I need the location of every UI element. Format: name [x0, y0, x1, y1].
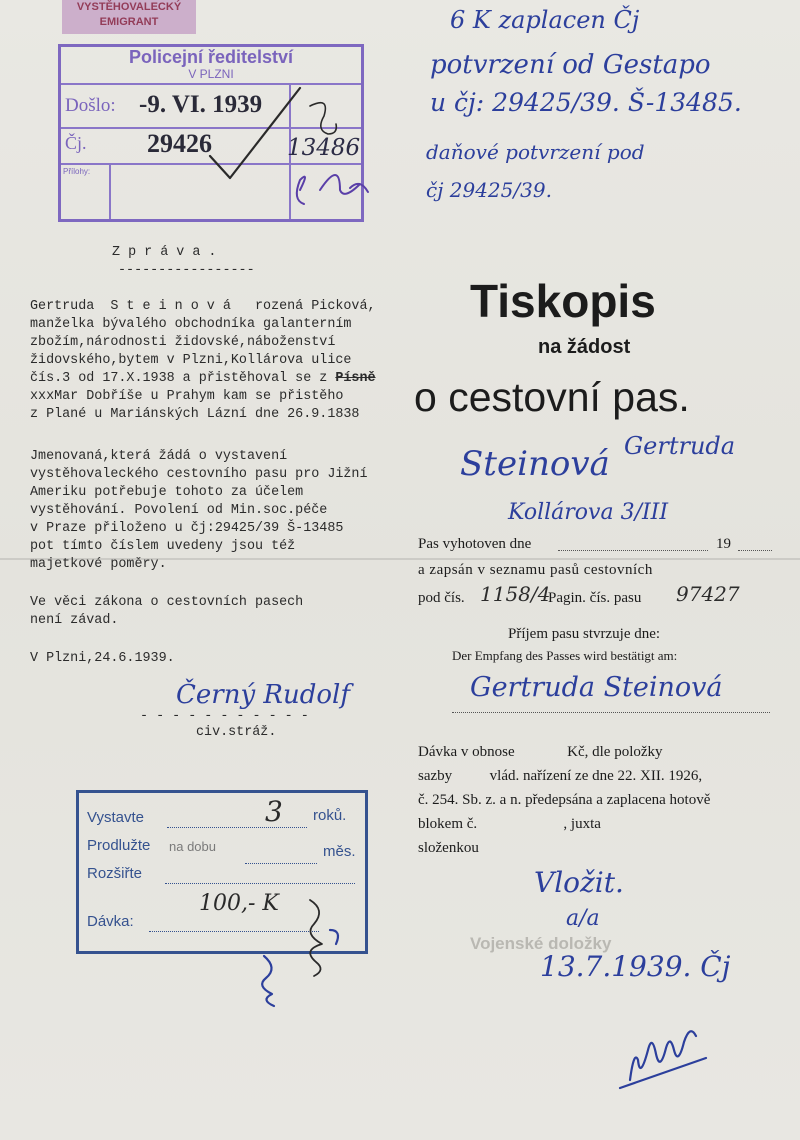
report-line: pot tímto číslem uvedeny jsou též [30, 539, 296, 554]
form-title: Tiskopis [470, 275, 656, 327]
signature-title: civ.stráž. [196, 725, 277, 740]
fee-line: sazby vlád. nařízení ze dne 22. XII. 1926, [418, 768, 703, 784]
police-stamp-city: V PLZNI [188, 67, 234, 81]
pod-cis-label: pod čís. [418, 590, 465, 606]
struck-word: Písně [335, 371, 376, 386]
stamp-issue-field [167, 827, 307, 828]
issued-year-field [738, 550, 772, 551]
note-line-5: čj 29425/39. [426, 178, 552, 202]
report-line: vystěhovaleckého cestovního pasu pro Jižní [30, 467, 368, 482]
registry-line: a zapsán v seznamu pasů cestovních [418, 562, 653, 578]
report-line: majetkové poměry. [30, 557, 167, 572]
handwritten-ar: a/a [566, 906, 600, 931]
stamp-fee-label: Dávka: [87, 913, 134, 930]
emigrant-stamp-line2: EMIGRANT [99, 16, 159, 28]
pagin-label: Pagin. čís. pasu [548, 590, 642, 606]
report-line: z Plané u Mariánských Lázní dne 26.9.1838 [30, 407, 360, 422]
stamp-fee-value: 100,- K [199, 891, 279, 916]
report-line: není závad. [30, 613, 119, 628]
report-line: xxxMar Dobříše u Prahym kam se přistěho [30, 389, 344, 404]
report-line: Ve věci zákona o cestovních pasech [30, 595, 304, 610]
fee-line: složenkou [418, 840, 479, 856]
receipt-label-cz: Příjem pasu stvrzuje dne: [508, 626, 661, 642]
emigrant-stamp-line1: VYSTĚHOVALECKÝ [76, 1, 182, 13]
received-date: -9. VI. 1939 [139, 91, 263, 118]
fee-line: č. 254. Sb. z. a n. předepsána a zaplacena hotově [418, 792, 711, 808]
handwritten-date: 13.7.1939. Čj [540, 950, 731, 983]
report-paragraph-1 [30, 298, 376, 424]
stamp-extend-field [245, 863, 317, 864]
receipt-signature-line [452, 712, 770, 713]
stamp-extend-label: Prodlužte [87, 837, 151, 854]
note-line-2: potvrzení od Gestapo [430, 50, 711, 80]
receipt-label-de: Der Empfang des Passes wird bestätigt am: [452, 648, 678, 663]
form-title-2: o cestovní pas. [414, 374, 690, 420]
report-line: Jmenovaná,která žádá o vystavení [30, 449, 288, 464]
stamp-issue-label: Vystavte [87, 809, 144, 826]
stamp-expand-label: Rozšiřte [87, 865, 143, 882]
fee-line: Dávka v obnose Kč, dle položky [418, 744, 663, 760]
pod-cis-value: 1158/4 [480, 582, 551, 606]
police-stamp-handwritten-ref: 13486 [287, 135, 361, 161]
fee-section [418, 740, 710, 860]
note-line-4: daňové potvrzení pod [426, 140, 645, 164]
fee-line: blokem č. , juxta [418, 816, 601, 832]
report-line: vystěhování. Povolení od Min.soc.péče [30, 503, 328, 518]
report-line: čís.3 od 17.X.1938 a přistěhoval se z Písně [30, 371, 376, 386]
report-place-date: V Plzni,24.6.1939. [30, 651, 175, 666]
receipt-signature: Gertruda Steinová [470, 672, 723, 703]
applicant-given-name: Gertruda [624, 432, 736, 460]
stamp-issue-unit: roků. [313, 807, 347, 824]
report-paragraph-2 [30, 448, 368, 574]
police-stamp-header: Policejní ředitelství [128, 47, 294, 67]
report-line: v Praze přiloženo u čj:29425/39 Š-13485 [30, 521, 344, 536]
ref-label: Čj. [65, 133, 87, 153]
issued-date-field [558, 550, 708, 551]
report-line: židovského,bytem v Plzni,Kollárova ulice [30, 353, 352, 368]
received-label: Došlo: [65, 95, 116, 116]
report-signature: Černý Rudolf [176, 680, 350, 710]
stamp-scribble [230, 880, 360, 1010]
ref-number: 29426 [147, 129, 212, 158]
attachments-label: Přílohy: [63, 167, 91, 176]
signature-dashes: - - - - - - - - - - - [140, 709, 309, 724]
applicant-surname: Steinová [460, 444, 610, 484]
faint-background-heading: Vojenské doložky [470, 934, 612, 953]
form-subtitle: na žádost [538, 336, 631, 358]
handwritten-vlozit: Vložit. [534, 866, 624, 899]
bottom-right-signature [610, 1010, 720, 1100]
report-line: Gertruda S t e i n o v á rozená Picková, [30, 299, 376, 314]
applicant-address: Kollárova 3/III [508, 500, 669, 525]
emigrant-stamp [62, 0, 196, 34]
issued-label: Pas vyhotoven dne [418, 536, 532, 552]
stamp-issue-value: 3 [265, 795, 283, 828]
report-paragraph-3 [30, 594, 303, 630]
note-line-3: u čj: 29425/39. Š-13485. [430, 88, 742, 117]
report-heading: Z p r á v a . [112, 245, 217, 260]
report-heading-underline: ----------------- [118, 263, 255, 278]
stamp-extend-fill: na dobu [169, 839, 216, 854]
note-line-1: 6 K zaplacen Čj [450, 6, 640, 34]
issued-year: 19 [716, 536, 731, 552]
report-line: zbožím,národnosti židovské,náboženství [30, 335, 336, 350]
pagin-value: 97427 [676, 582, 740, 606]
report-line: Ameriku potřebuje tohoto za účelem [30, 485, 304, 500]
report-line: manželka bývalého obchodníka galanterním [30, 317, 352, 332]
check-mark-initials [190, 70, 390, 220]
stamp-extend-unit: měs. [323, 843, 356, 860]
